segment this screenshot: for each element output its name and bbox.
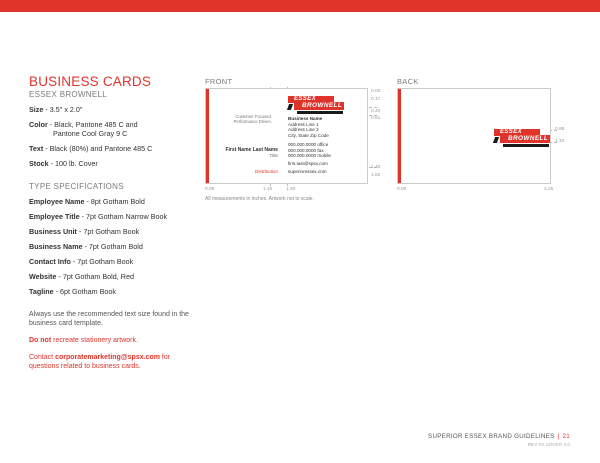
top-accent-bar xyxy=(0,0,600,12)
type-spec-item: Website - 7pt Gotham Bold, Red xyxy=(29,272,134,281)
spec-color: Color - Black, Pantone 485 C and Pantone Cool Gray 9 C xyxy=(29,120,138,138)
spec-size: Size - 3.5" x 2.0" xyxy=(29,105,83,114)
note-text-size: Always use the recommended text size found in the business card template. xyxy=(29,311,189,327)
card-business-name: Business Name xyxy=(288,116,323,121)
type-spec-item: Business Name - 7pt Gotham Bold xyxy=(29,242,143,251)
card-employee-title: Title xyxy=(269,153,278,158)
card-website: superioressex.com xyxy=(288,169,327,174)
measurement: 0.00 xyxy=(397,187,407,192)
type-spec-item: Employee Name - 8pt Gotham Bold xyxy=(29,197,145,206)
footer-revision: REV 02.22/VER 4.0 xyxy=(527,443,570,448)
card-email: first.last@spsx.com xyxy=(288,161,328,166)
measurement: 1.40 xyxy=(263,187,273,192)
card-address-2: Address Line 2 xyxy=(288,127,319,132)
type-spec-item: Tagline - 6pt Gotham Book xyxy=(29,287,116,296)
measurement: 0.40 xyxy=(371,109,381,114)
card-tagline: Customer Focused. Performance Driven. xyxy=(233,114,272,124)
card-business-unit: Distribution xyxy=(255,169,278,174)
measurement: 1.40 xyxy=(286,187,296,192)
spec-column xyxy=(29,74,194,371)
card-red-bar xyxy=(206,89,209,183)
measurement: 1.82 xyxy=(371,173,381,178)
type-spec-item: Business Unit - 7pt Gotham Book xyxy=(29,227,140,236)
note-do-not-recreate: Do not recreate stationery artwork. xyxy=(29,337,138,344)
front-card: ESSEX BROWNELL Customer Focused. Performance Driven. Business Name Address Line 1 Address Line 2 City, State Zip Code 000.000.0000 office 000.000.0000 fax 000.000.0000 mobile first.last@spsx.com superioressex.com First Name Last Name Title Distribution xyxy=(205,88,368,184)
measurement: 3.25 xyxy=(544,187,554,192)
spec-stock: Stock - 100 lb. Cover xyxy=(29,159,98,168)
note-contact: Contact corporatemarketing@spsx.com for questions related to business cards. xyxy=(29,354,171,370)
type-specs-heading: TYPE SPECIFICATIONS xyxy=(29,182,124,191)
measurement: 1.10 xyxy=(555,139,565,144)
measurement: 1.40 xyxy=(371,165,381,170)
measurement: 0.00 xyxy=(371,89,381,94)
page-title: BUSINESS CARDS xyxy=(29,74,152,89)
front-label: FRONT xyxy=(205,77,233,86)
contact-email-link[interactable]: corporatemarketing@spsx.com xyxy=(55,354,160,361)
page-footer: SUPERIOR ESSEX BRAND GUIDELINES | 21 REV 02.22/VER 4.0 xyxy=(428,433,570,448)
type-spec-item: Contact Info - 7pt Gotham Book xyxy=(29,257,134,266)
card-phone-office: 000.000.0000 office xyxy=(288,142,329,147)
spec-text: Text - Black (80%) and Pantone 485 C xyxy=(29,144,153,153)
page-number: 21 xyxy=(562,433,570,440)
measurement: 0.51 xyxy=(371,116,381,121)
back-card: ESSEX BROWNELL xyxy=(397,88,551,184)
card-phone-mobile: 000.000.0000 mobile xyxy=(288,153,331,158)
measurement: 0.88 xyxy=(555,127,565,132)
measurement: 0.17 xyxy=(371,97,381,102)
card-employee-name: First Name Last Name xyxy=(225,146,278,153)
measurement: 0.08 xyxy=(205,187,215,192)
measurement-caption: All measurements in inches. Artwork not to scale. xyxy=(205,196,314,202)
page-subtitle: ESSEX BROWNELL xyxy=(29,90,108,99)
card-red-bar xyxy=(398,89,401,183)
type-spec-item: Employee Title - 7pt Gotham Narrow Book xyxy=(29,212,168,221)
card-address-1: Address Line 1 xyxy=(288,121,319,127)
card-city: City, State Zip Code xyxy=(288,132,329,138)
footer-guide-title: SUPERIOR ESSEX BRAND GUIDELINES xyxy=(428,433,555,440)
card-phone-fax: 000.000.0000 fax xyxy=(288,147,324,153)
back-label: BACK xyxy=(397,77,419,86)
